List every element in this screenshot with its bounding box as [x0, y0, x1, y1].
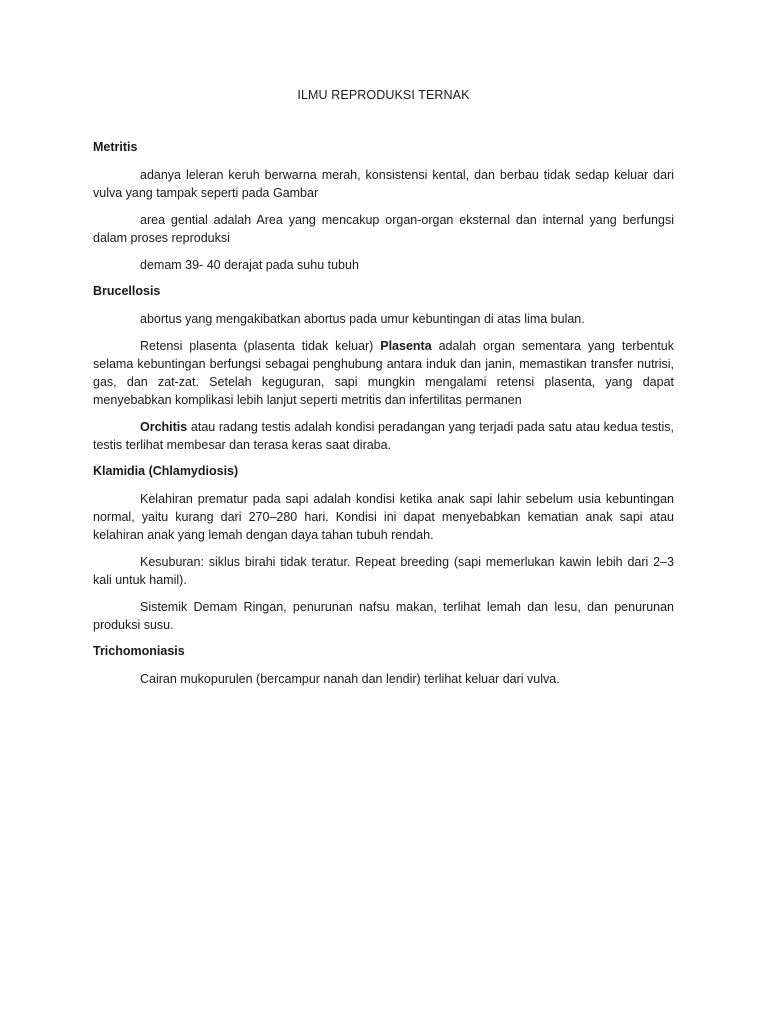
- paragraph: Sistemik Demam Ringan, penurunan nafsu makan, terlihat lemah dan lesu, dan penurunan produksi susu.: [93, 600, 674, 632]
- section-heading-brucellosis: Brucellosis: [93, 284, 161, 298]
- paragraph: demam 39- 40 derajat pada suhu tubuh: [140, 258, 359, 272]
- paragraph-text: Retensi plasenta (plasenta tidak keluar): [140, 339, 381, 353]
- paragraph: [93, 418, 674, 454]
- section-heading-trichomoniasis: Trichomoniasis: [93, 644, 185, 658]
- bold-term-orchitis: Orchitis: [140, 420, 188, 434]
- paragraph: Kelahiran prematur pada sapi adalah kondisi ketika anak sapi lahir sebelum usia kebuntingan normal, yaitu kurang dari 270–280 hari. Kondisi ini dapat menyebabkan kematian anak sapi atau kelahiran anak yang lemah dengan daya tahan tubuh rendah.: [93, 492, 674, 542]
- paragraph: area gential adalah Area yang mencakup organ-organ eksternal dan internal yang berfungsi dalam proses reproduksi: [93, 213, 674, 245]
- paragraph-text: atau radang testis adalah kondisi peradangan yang terjadi pada satu atau kedua testis, testis terlihat membesar dan terasa keras saat diraba.: [93, 420, 674, 452]
- section-heading-metritis: Metritis: [93, 140, 138, 154]
- paragraph-text: adalah organ sementara yang terbentuk selama kebuntingan berfungsi sebagai penghubung antara induk dan janin, memastikan transfer nutrisi, gas, dan zat-zat. Setelah keguguran, sapi mungkin mengalami retensi plasenta, yang dapat menyebabkan komplikasi lebih lanjut seperti metritis dan infertilitas permanen: [93, 339, 674, 407]
- bold-term-plasenta: Plasenta: [380, 339, 432, 353]
- paragraph: abortus yang mengakibatkan abortus pada umur kebuntingan di atas lima bulan.: [140, 312, 585, 326]
- document-title: ILMU REPRODUKSI TERNAK: [297, 88, 470, 102]
- paragraph: [93, 337, 674, 409]
- section-heading-klamidia: Klamidia (Chlamydiosis): [93, 464, 239, 478]
- paragraph: Kesuburan: siklus birahi tidak teratur. Repeat breeding (sapi memerlukan kawin lebih dari 2–3 kali untuk hamil).: [93, 555, 674, 587]
- paragraph: adanya leleran keruh berwarna merah, konsistensi kental, dan berbau tidak sedap keluar dari vulva yang tampak seperti pada Gambar: [93, 168, 674, 200]
- paragraph: Cairan mukopurulen (bercampur nanah dan lendir) terlihat keluar dari vulva.: [140, 672, 560, 686]
